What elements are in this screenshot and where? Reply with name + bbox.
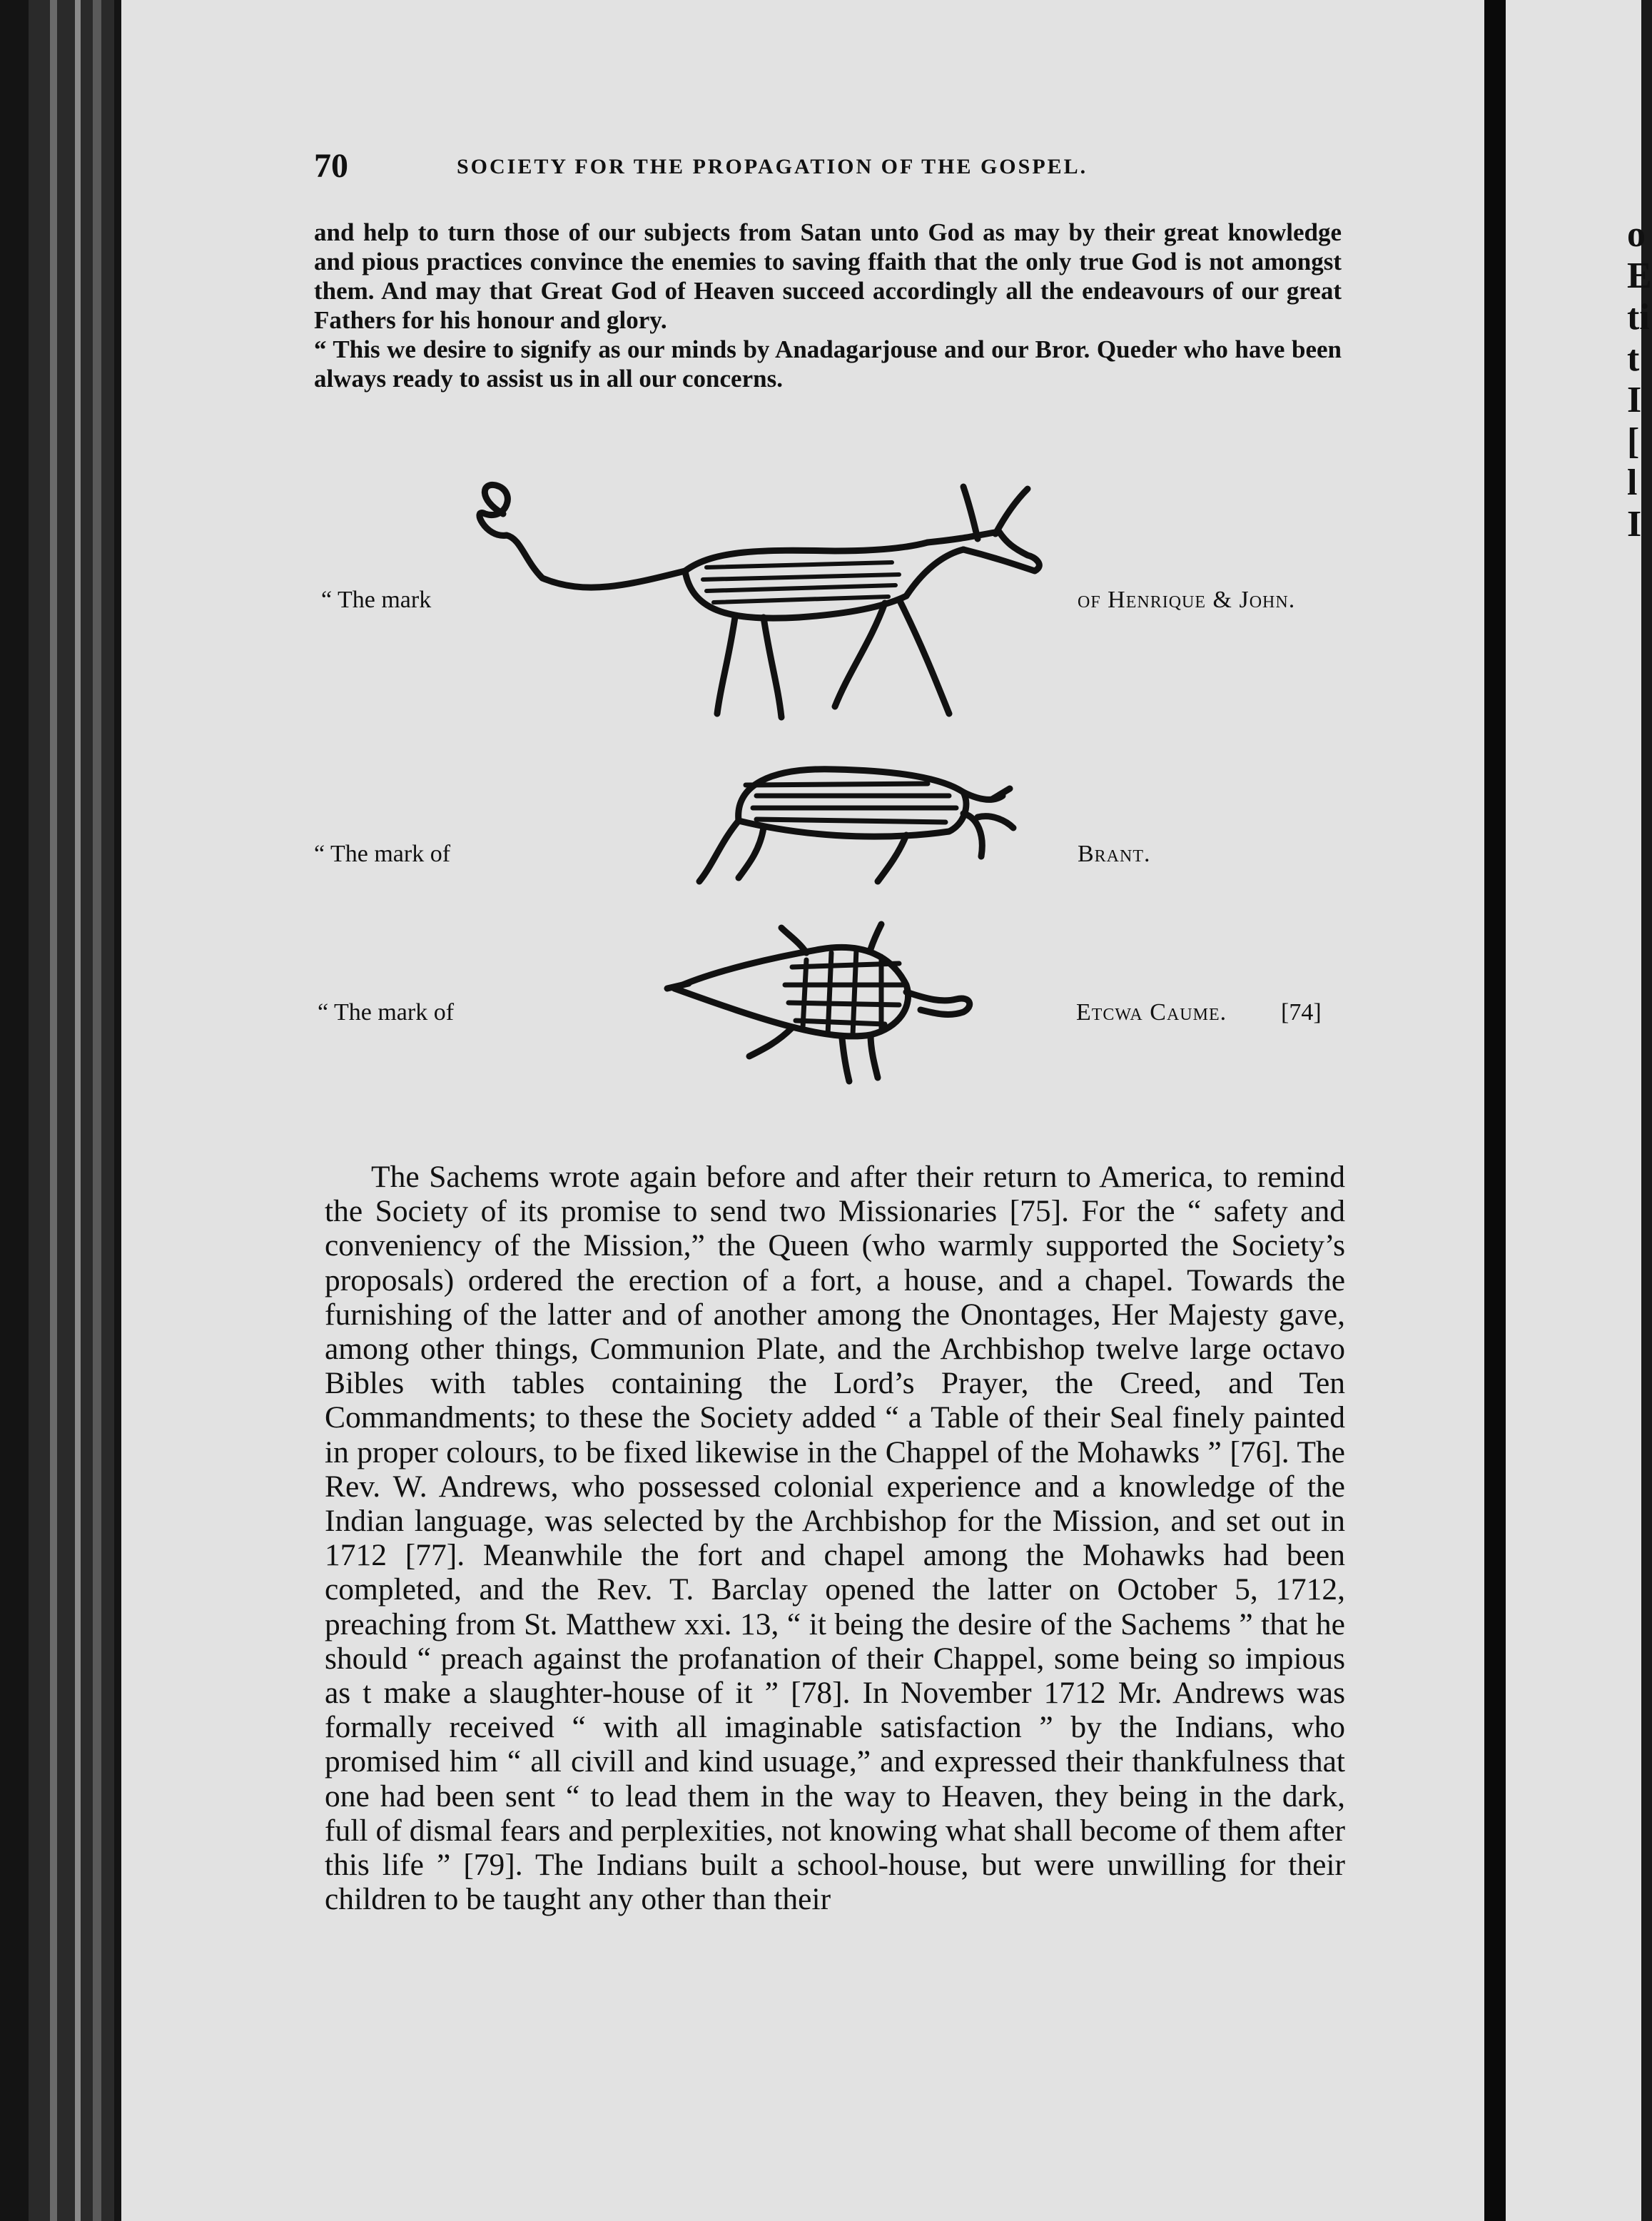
next-page-edge: [1506, 0, 1652, 2221]
turtle-figure: [657, 921, 1013, 1092]
fragment-char: I: [1627, 504, 1642, 545]
running-head: SOCIETY FOR THE PROPAGATION OF THE GOSPEL.: [457, 155, 1088, 178]
body-paragraph: The Sachems wrote again before and after their return to America, to remind the Society of its promise to send two Missionaries [75]. For the “ safety and conveniency of the Mission,” the Queen (who warmly supported the Society’s proposals) ordered the erection of a fort, a house, and a chapel. Towards the furnishing of the latter and of another among the Onontages, Her Majesty gave, among other things, Communion Plate, and the Archbishop twelve large octavo Bibles with tables containing the Lord’s Prayer, the Creed, and Ten Commandments; to these the Society added “ a Table of their Seal finely painted in proper colours, to be fixed likewise in the Chappel of the Mohawks ” [76]. The Rev. W. Andrews, who possessed colonial experience and a knowledge of the Indian language, was selected by the Archbishop for the Mission, and set out in 1712 [77]. Meanwhile the fort and chapel among the Mohawks had been completed, and the Rev. T. Barclay opened the latter on October 5, 1712, preaching from St. Matthew xxi. 13, “ it being the desire of the Sachems ” that he should “ preach against the profanation of their Chappel, some being so impious as t make a slaughter-house of it ” [78]. In November 1712 Mr. Andrews was formally received “ with all imaginable satisfaction ” by the Indians, who promised him “ all civill and kind usuage,” and expressed their thankfulness that one had been sent “ to lead them in the way to Heaven, they being in the dark, full of dismal fears and perplexities, not knowing what shall become of them after this life ” [79]. The Indians built a school-house, but were unwilling for their children to be taught any other than their: [325, 1160, 1345, 1917]
fragment-char: I: [1627, 380, 1642, 420]
fragment-char: E: [1627, 256, 1652, 296]
page-header: [314, 146, 1342, 196]
animal-figure: [685, 757, 1028, 885]
mark-prefix: “ The mark: [321, 587, 432, 613]
fragment-char: t: [1627, 338, 1640, 379]
next-page-fragment: [1627, 214, 1652, 545]
page-number: 70: [314, 147, 348, 185]
fragment-char: ti: [1627, 297, 1650, 338]
mark-suffix: of Henrique & John.: [1078, 587, 1296, 613]
horse-figure: [464, 471, 1078, 742]
mark-prefix: “ The mark of: [314, 841, 451, 867]
fragment-char: o: [1627, 214, 1646, 255]
top-paragraph-line: and help to turn those of our subjects from Satan unto God as may by their great knowledge and pious practices convince the enemies to saving ffaith that the only true God is not amongst them. And may that Great God of Heaven succeed accordingly all the endeavours of our great Fathers for his honour and glory.: [314, 218, 1342, 334]
mark-prefix: “ The mark of: [318, 999, 455, 1026]
fragment-char: l: [1627, 462, 1638, 503]
mark-suffix: Brant.: [1078, 841, 1151, 867]
footnote-ref: [74]: [1281, 999, 1322, 1026]
top-paragraph-line: “ This we desire to signify as our minds by Anadagarjouse and our Bror. Queder who have been always ready to assist us in all our concerns.: [314, 335, 1342, 393]
fragment-char: [: [1627, 421, 1640, 462]
top-paragraph: [314, 218, 1342, 393]
gutter-shadow: [1484, 0, 1506, 2221]
mark-suffix: Etcwa Caume.: [1076, 999, 1227, 1026]
